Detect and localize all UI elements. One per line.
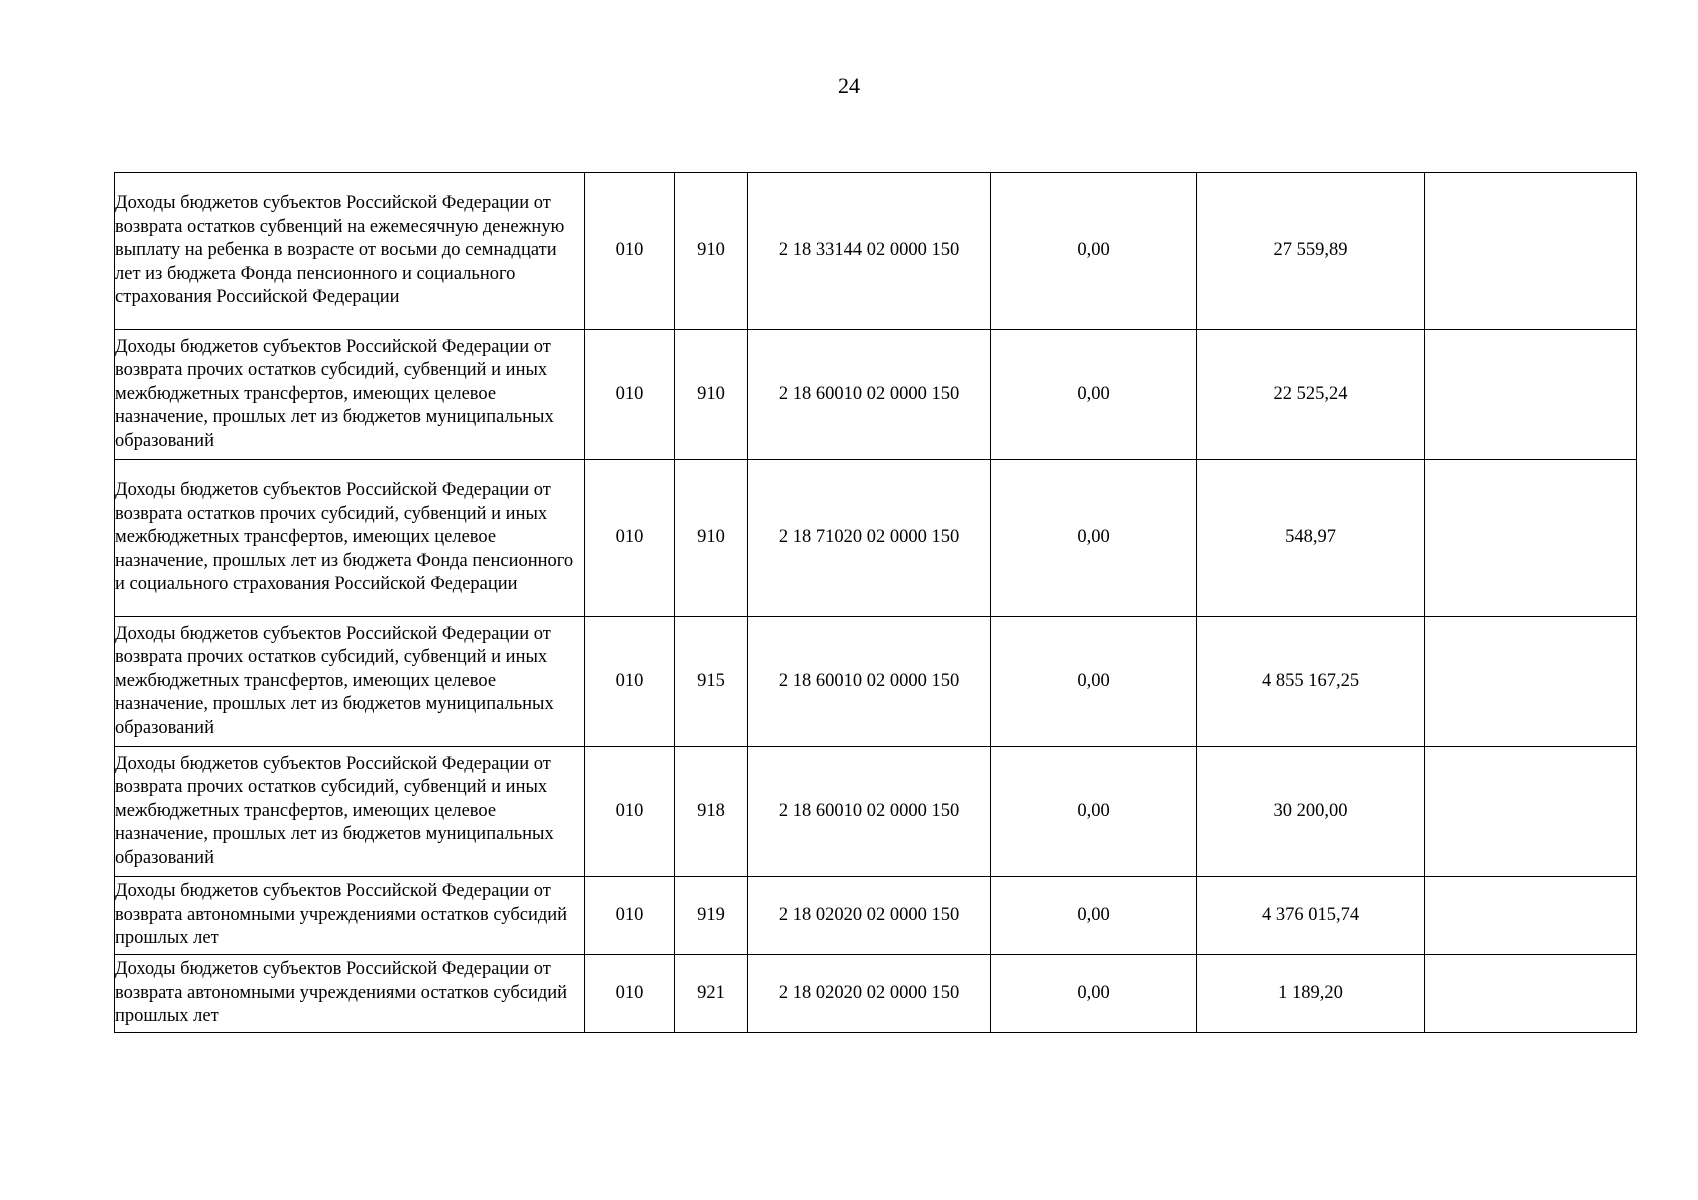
revenue-description: Доходы бюджетов субъектов Российской Федерации от возврата автономными учреждениями остатков субсидий прошлых лет bbox=[115, 959, 568, 1027]
actual-amount-cell: 4 855 167,25 bbox=[1197, 617, 1425, 747]
revenue-description: Доходы бюджетов субъектов Российской Федерации от возврата автономными учреждениями остатков субсидий прошлых лет bbox=[115, 881, 568, 949]
admin-subcode-cell: 919 bbox=[675, 877, 748, 955]
revenue-description-cell bbox=[115, 617, 585, 747]
extra-cell bbox=[1425, 330, 1637, 460]
kbk-code-cell: 2 18 71020 02 0000 150 bbox=[748, 460, 991, 617]
actual-amount-cell: 27 559,89 bbox=[1197, 173, 1425, 330]
revenue-description: Доходы бюджетов субъектов Российской Федерации от возврата прочих остатков субсидий, субвенций и иных межбюджетных трансфертов, имеющих целевое назначение, прошлых лет из бюджетов муниципальных образований bbox=[115, 336, 554, 451]
kbk-code-cell: 2 18 02020 02 0000 150 bbox=[748, 877, 991, 955]
planned-amount-cell: 0,00 bbox=[991, 617, 1197, 747]
table-row bbox=[115, 617, 1637, 747]
revenue-description: Доходы бюджетов субъектов Российской Федерации от возврата прочих остатков субсидий, субвенций и иных межбюджетных трансфертов, имеющих целевое назначение, прошлых лет из бюджетов муниципальных образований bbox=[115, 753, 554, 868]
extra-cell bbox=[1425, 617, 1637, 747]
planned-amount-cell: 0,00 bbox=[991, 330, 1197, 460]
planned-amount-cell: 0,00 bbox=[991, 173, 1197, 330]
extra-cell bbox=[1425, 955, 1637, 1033]
admin-subcode-cell: 918 bbox=[675, 747, 748, 877]
table-row bbox=[115, 330, 1637, 460]
admin-code-cell: 010 bbox=[585, 877, 675, 955]
table-row bbox=[115, 747, 1637, 877]
table-row bbox=[115, 173, 1637, 330]
admin-code-cell: 010 bbox=[585, 330, 675, 460]
admin-code-cell: 010 bbox=[585, 460, 675, 617]
actual-amount-cell: 1 189,20 bbox=[1197, 955, 1425, 1033]
revenue-description: Доходы бюджетов субъектов Российской Федерации от возврата остатков прочих субсидий, субвенций и иных межбюджетных трансфертов, имеющих целевое назначение, прошлых лет из бюджета Фонда пенсионного и социального страхования Российской Федерации bbox=[115, 480, 574, 595]
revenue-description: Доходы бюджетов субъектов Российской Федерации от возврата остатков субвенций на ежемесячную денежную выплату на ребенка в возрасте от восьми до семнадцати лет из бюджета Фонда пенсионного и социального страхования Российской Федерации bbox=[115, 193, 565, 308]
admin-subcode-cell: 910 bbox=[675, 173, 748, 330]
kbk-code-cell: 2 18 60010 02 0000 150 bbox=[748, 330, 991, 460]
revenue-description-cell bbox=[115, 955, 585, 1033]
planned-amount-cell: 0,00 bbox=[991, 747, 1197, 877]
table-row bbox=[115, 955, 1637, 1033]
revenue-description-cell bbox=[115, 330, 585, 460]
kbk-code-cell: 2 18 60010 02 0000 150 bbox=[748, 747, 991, 877]
admin-code-cell: 010 bbox=[585, 747, 675, 877]
admin-subcode-cell: 910 bbox=[675, 330, 748, 460]
kbk-code-cell: 2 18 60010 02 0000 150 bbox=[748, 617, 991, 747]
actual-amount-cell: 4 376 015,74 bbox=[1197, 877, 1425, 955]
budget-revenue-table bbox=[114, 172, 1637, 1033]
revenue-description-cell bbox=[115, 460, 585, 617]
actual-amount-cell: 22 525,24 bbox=[1197, 330, 1425, 460]
kbk-code-cell: 2 18 33144 02 0000 150 bbox=[748, 173, 991, 330]
extra-cell bbox=[1425, 173, 1637, 330]
actual-amount-cell: 548,97 bbox=[1197, 460, 1425, 617]
extra-cell bbox=[1425, 747, 1637, 877]
extra-cell bbox=[1425, 877, 1637, 955]
revenue-description-cell bbox=[115, 877, 585, 955]
admin-subcode-cell: 915 bbox=[675, 617, 748, 747]
revenue-description: Доходы бюджетов субъектов Российской Федерации от возврата прочих остатков субсидий, субвенций и иных межбюджетных трансфертов, имеющих целевое назначение, прошлых лет из бюджетов муниципальных образований bbox=[115, 623, 554, 738]
actual-amount-cell: 30 200,00 bbox=[1197, 747, 1425, 877]
planned-amount-cell: 0,00 bbox=[991, 460, 1197, 617]
kbk-code-cell: 2 18 02020 02 0000 150 bbox=[748, 955, 991, 1033]
table-row bbox=[115, 460, 1637, 617]
admin-subcode-cell: 921 bbox=[675, 955, 748, 1033]
table-row bbox=[115, 877, 1637, 955]
page-number: 24 bbox=[838, 73, 860, 98]
admin-code-cell: 010 bbox=[585, 617, 675, 747]
revenue-description-cell bbox=[115, 747, 585, 877]
admin-subcode-cell: 910 bbox=[675, 460, 748, 617]
planned-amount-cell: 0,00 bbox=[991, 955, 1197, 1033]
extra-cell bbox=[1425, 460, 1637, 617]
revenue-description-cell bbox=[115, 173, 585, 330]
admin-code-cell: 010 bbox=[585, 955, 675, 1033]
planned-amount-cell: 0,00 bbox=[991, 877, 1197, 955]
admin-code-cell: 010 bbox=[585, 173, 675, 330]
